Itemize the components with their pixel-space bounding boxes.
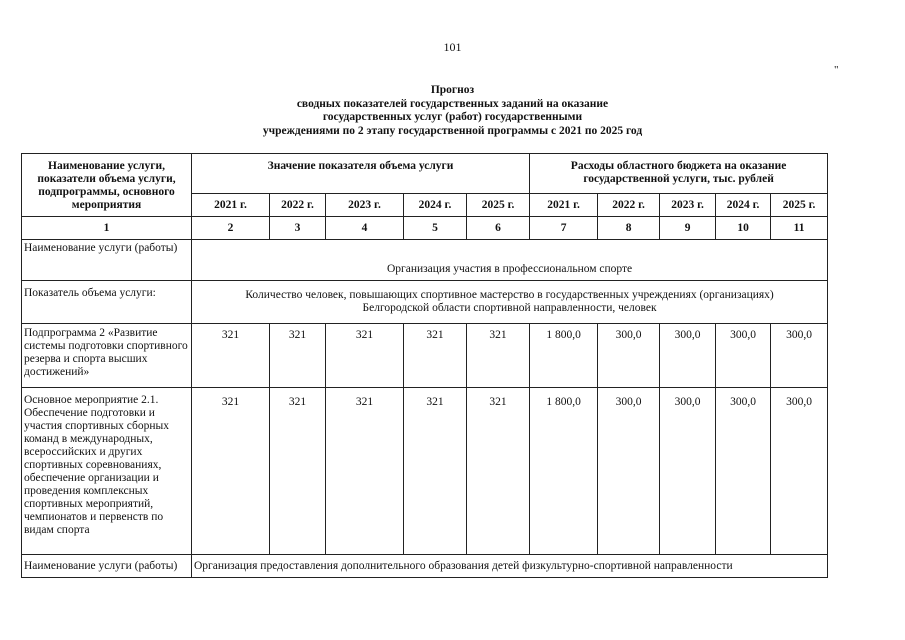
- subprogram-label: Подпрограмма 2 «Развитие системы подготовки спортивного резерва и спорта высших достижений»: [22, 324, 192, 388]
- corner-mark: ": [834, 64, 839, 76]
- main-activity-expense: 300,0: [598, 388, 660, 555]
- header-expense-year: 2022 г.: [598, 194, 660, 217]
- column-number: 8: [598, 217, 660, 240]
- subprogram-volume: 321: [270, 324, 326, 388]
- service-2-label: Наименование услуги (работы): [22, 555, 192, 578]
- service-value: Организация участия в профессиональном спорте: [192, 240, 828, 281]
- header-volume-year: 2021 г.: [192, 194, 270, 217]
- forecast-table: [21, 153, 828, 578]
- main-activity-expense: 300,0: [771, 388, 828, 555]
- column-number: 6: [467, 217, 530, 240]
- header-volume-group: Значение показателя объема услуги: [192, 154, 530, 194]
- header-volume-year: 2024 г.: [404, 194, 467, 217]
- page-number: 101: [443, 40, 462, 54]
- main-activity-volume: 321: [467, 388, 530, 555]
- title-line-4: учреждениями по 2 этапу государственной программы с 2021 по 2025 год: [262, 124, 643, 137]
- main-activity-volume: 321: [270, 388, 326, 555]
- title-line-2: сводных показателей государственных заданий на оказание: [296, 97, 609, 110]
- subprogram-row: [22, 324, 828, 388]
- main-activity-volume: 321: [192, 388, 270, 555]
- header-volume-year: 2025 г.: [467, 194, 530, 217]
- header-expense-year: 2023 г.: [660, 194, 716, 217]
- header-expense-year: 2021 г.: [530, 194, 598, 217]
- main-activity-expense: 300,0: [660, 388, 716, 555]
- main-activity-volume: 321: [326, 388, 404, 555]
- subprogram-expense: 300,0: [771, 324, 828, 388]
- subprogram-expense: 300,0: [598, 324, 660, 388]
- document-title: [0, 84, 905, 138]
- column-number: 5: [404, 217, 467, 240]
- subprogram-volume: 321: [192, 324, 270, 388]
- column-number-row: [22, 217, 828, 240]
- service-row-2: [22, 555, 828, 578]
- header-expense-group: Расходы областного бюджета на оказание государственной услуги, тыс. рублей: [530, 154, 828, 194]
- header-expense-year: 2024 г.: [716, 194, 771, 217]
- main-activity-row: [22, 388, 828, 555]
- title-line-1: Прогноз: [430, 84, 475, 96]
- column-number: 1: [22, 217, 192, 240]
- subprogram-volume: 321: [404, 324, 467, 388]
- indicator-value: Количество человек, повышающих спортивное мастерство в государственных учреждениях (организациях) Белгородской области спортивной направленности, человек: [192, 281, 828, 324]
- service-row: [22, 240, 828, 281]
- header-name-column: Наименование услуги, показатели объема услуги, подпрограммы, основного мероприятия: [22, 154, 192, 217]
- main-activity-expense: 300,0: [716, 388, 771, 555]
- main-activity-expense: 1 800,0: [530, 388, 598, 555]
- column-number: 4: [326, 217, 404, 240]
- header-volume-year: 2022 г.: [270, 194, 326, 217]
- title-line-3: государственных услуг (работ) государственными: [322, 111, 583, 123]
- subprogram-volume: 321: [467, 324, 530, 388]
- indicator-row: [22, 281, 828, 324]
- subprogram-expense: 1 800,0: [530, 324, 598, 388]
- indicator-label: Показатель объема услуги:: [22, 281, 192, 324]
- header-expense-year: 2025 г.: [771, 194, 828, 217]
- service-2-value: Организация предоставления дополнительного образования детей физкультурно-спортивной направленности: [192, 555, 828, 578]
- column-number: 7: [530, 217, 598, 240]
- column-number: 2: [192, 217, 270, 240]
- header-volume-year: 2023 г.: [326, 194, 404, 217]
- main-activity-label: Основное мероприятие 2.1. Обеспечение подготовки и участия спортивных сборных команд в международных, всероссийских и других спортивных соревнованиях, обеспечение организации и проведения комплексных спортивных мероприятий, чемпионатов и первенств по видам спорта: [22, 388, 192, 555]
- column-number: 11: [771, 217, 828, 240]
- service-label: Наименование услуги (работы): [22, 240, 192, 281]
- main-activity-volume: 321: [404, 388, 467, 555]
- column-number: 9: [660, 217, 716, 240]
- subprogram-expense: 300,0: [716, 324, 771, 388]
- subprogram-volume: 321: [326, 324, 404, 388]
- column-number: 3: [270, 217, 326, 240]
- subprogram-expense: 300,0: [660, 324, 716, 388]
- column-number: 10: [716, 217, 771, 240]
